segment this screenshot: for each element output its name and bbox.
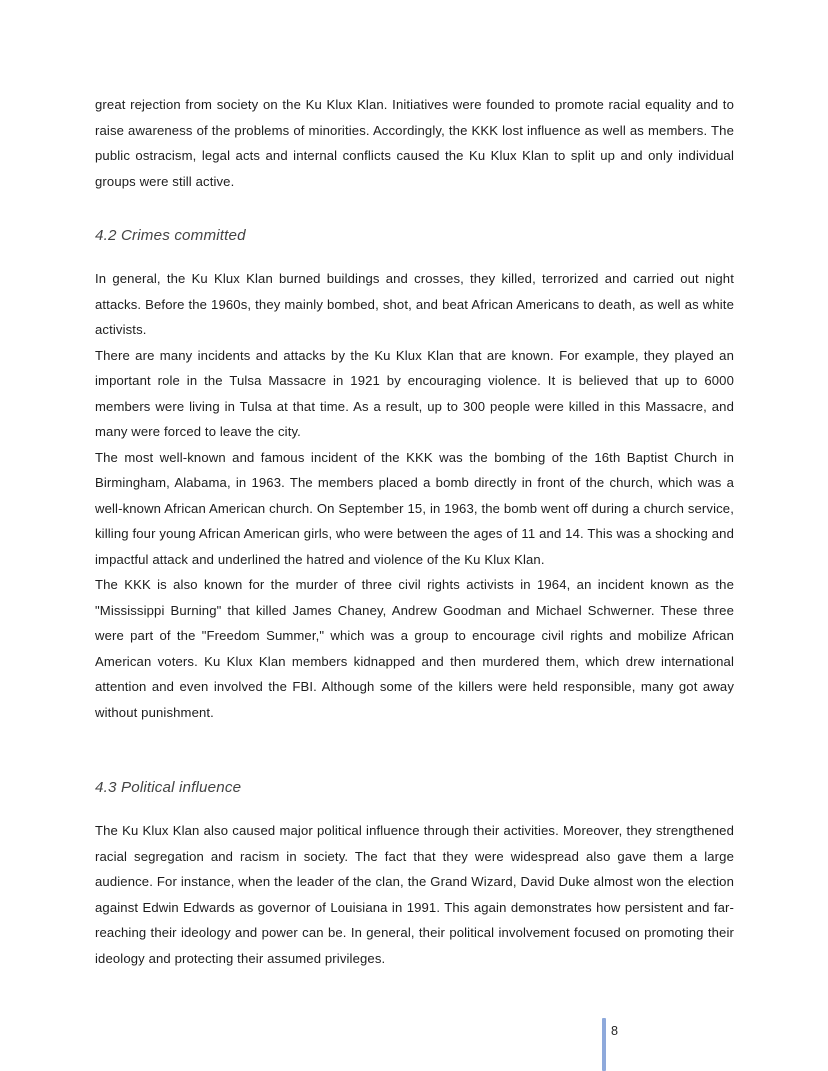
spacer-before-heading-4-2 [95,194,734,225]
spacer-before-heading-4-3 [95,725,734,777]
paragraph-mississippi-burning: The KKK is also known for the murder of three civil rights activists in 1964, an incident known as the "Mississippi Burning" that killed James Chaney, Andrew Goodman and Michael Schwerner. These three were part of the "Freedom Summer," which was a group to encourage civil rights and mobilize African American voters. Ku Klux Klan members kidnapped and then murdered them, which drew international attention and even involved the FBI. Although some of the killers were held responsible, many got away without punishment. [95,577,734,720]
page-number: 8 [611,1024,619,1038]
footer-accent-bar [602,1018,606,1071]
spacer-after-heading-4-3 [95,799,734,818]
paragraph-tulsa-massacre: There are many incidents and attacks by the Ku Klux Klan that are known. For example, they played an important role in the Tulsa Massacre in 1921 by encouraging violence. It is believed that up to 6000 members were living in Tulsa at that time. As a result, up to 300 people were killed in this Massacre, and many were forced to leave the city. [95,347,734,439]
paragraph-birmingham-bombing: The most well-known and famous incident of the KKK was the bombing of the 16th Baptist Church in Birmingham, Alabama, in 1963. The members placed a bomb directly in front of the church, which was a well-known African American church. On September 15, in 1963, the bomb went off during a church service, killing four young African American girls, who were between the ages of 11 and 14. This was a shocking and impactful attack and underlined the hatred and violence of the Ku Klux Klan. [95,449,734,567]
paragraph-political-influence: The Ku Klux Klan also caused major political influence through their activities. Moreover, they strengthened racial segregation and racism in society. The fact that they were widespread also gave them a large audience. For instance, when the leader of the clan, the Grand Wizard, David Duke almost won the election against Edwin Edwards as governor of Louisiana in 1991. This again demonstrates how persistent and far-reaching their ideology and power can be. In general, their political involvement focused on promoting their ideology and protecting their assumed privileges. [95,823,734,966]
paragraph-general-crimes: In general, the Ku Klux Klan burned buildings and crosses, they killed, terrorized and carried out night attacks. Before the 1960s, they mainly bombed, shot, and beat African Americans to death, as well as white activists. [95,271,734,337]
paragraph-kkk-decline: great rejection from society on the Ku Klux Klan. Initiatives were founded to promote racial equality and to raise awareness of the problems of minorities. Accordingly, the KKK lost influence as well as members. The public ostracism, legal acts and internal conflicts caused the Ku Klux Klan to split up and only individual groups were still active. [95,97,734,189]
page-footer [0,1018,828,1071]
spacer-after-heading-4-2 [95,247,734,266]
heading-4-2: 4.2 Crimes committed [95,227,246,244]
page-content-column [95,92,734,971]
heading-4-3: 4.3 Political influence [95,779,242,796]
